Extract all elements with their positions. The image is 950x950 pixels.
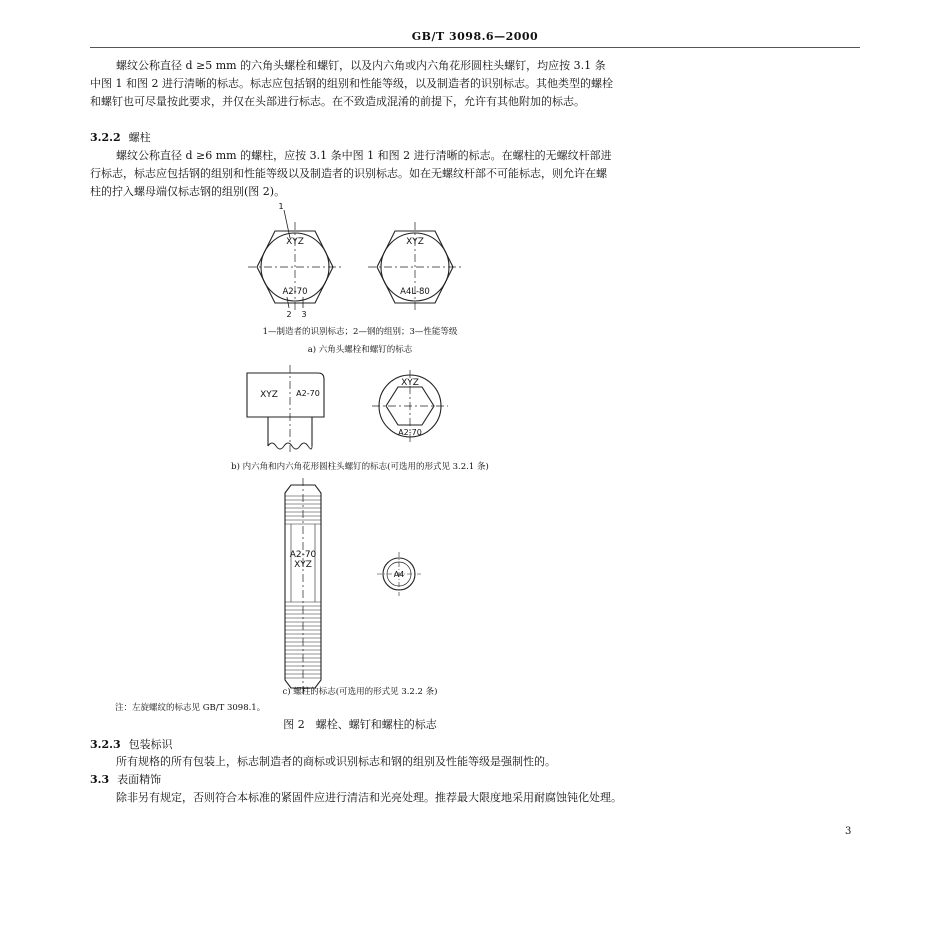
stud-maker-mark: XYZ <box>294 560 312 570</box>
cap-screw-side-view <box>247 365 324 452</box>
hex-bolt-head-2 <box>368 222 462 312</box>
paragraph-studs: 螺纹公称直径 d ≥6 mm 的螺柱，应按 3.1 条中图 1 和图 2 进行清晰的标志。在螺柱的无螺纹杆部进行标志，标志应包括钢的组别和性能等级以及制造者的识别标志。如在无螺纹杆部不可能标志，则允许在螺柱的拧入螺母端仅标志钢的组别(图 2)。 <box>90 149 612 198</box>
figure-legend-a: 1—制造者的识别标志；2—钢的组别；3—性能等级 <box>262 327 458 337</box>
hex2-maker-mark: XYZ <box>406 237 424 247</box>
stud-end-mark: A4 <box>393 570 405 579</box>
hex1-grade-mark: A2-70 <box>282 287 308 297</box>
section-number: 3.3 <box>90 773 110 786</box>
paragraph-surface-finish: 除非另有规定，否则符合本标准的紧固件应进行清洁和光亮处理。推荐最大限度地采用耐腐蚀钝化处理。 <box>116 791 622 804</box>
section-number: 3.2.3 <box>90 738 121 751</box>
figure-note: 注：左旋螺纹的标志见 GB/T 3098.1。 <box>115 703 266 713</box>
paragraph-bolts-screws: 螺纹公称直径 d ≥5 mm 的六角头螺栓和螺钉，以及内六角或内六角花形圆柱头螺钉，均应按 3.1 条中图 1 和图 2 进行清晰的标志。标志应包括钢的组别和性能等级，以及制造者的识别标志。其他类型的螺栓和螺钉也可尽量按此要求，并仅在头部进行标志。在不致造成混淆的前提下，允许有其他附加的标志。 <box>90 59 613 108</box>
cap-top-grade-mark: A2-70 <box>398 428 422 437</box>
hex2-grade-mark: A4L-80 <box>400 287 430 297</box>
cap-side-grade-mark: A2-70 <box>296 389 320 398</box>
callout-label-2: 2 <box>286 310 292 319</box>
stud-side-view <box>285 478 321 695</box>
section-3-2-2-heading <box>90 129 151 147</box>
figure-caption-b: b) 内六角和内六角花形圆柱头螺钉的标志(可选用的形式见 3.2.1 条) <box>231 462 489 472</box>
section-3-2-3-heading <box>90 736 173 754</box>
page-header: GB/T 3098.6—2000 <box>411 30 539 43</box>
cap-side-maker-mark: XYZ <box>260 390 278 400</box>
callout-label-3: 3 <box>301 310 307 319</box>
cap-top-maker-mark: XYZ <box>401 378 419 388</box>
section-3-3-heading <box>90 771 161 789</box>
stud-grade-mark: A2-70 <box>289 550 317 560</box>
section-number: 3.2.2 <box>90 131 121 144</box>
page-number: 3 <box>845 826 852 837</box>
section-title: 包装标识 <box>128 738 173 751</box>
figure-caption-c: c) 螺柱的标志(可选用的形式见 3.2.2 条) <box>282 687 438 697</box>
callout-label-1: 1 <box>278 202 284 211</box>
figure-2-drawings <box>90 200 630 705</box>
figure-caption-a: a) 六角头螺栓和螺钉的标志 <box>307 345 413 355</box>
hex1-maker-mark: XYZ <box>286 237 304 247</box>
section-title: 螺柱 <box>128 131 151 144</box>
figure-title: 图 2 螺栓、螺钉和螺柱的标志 <box>283 718 437 731</box>
section-title: 表面精饰 <box>117 773 162 786</box>
paragraph-packaging: 所有规格的所有包装上，标志制造者的商标或识别标志和钢的组别及性能等级是强制性的。 <box>116 755 556 768</box>
header-rule <box>90 47 860 48</box>
